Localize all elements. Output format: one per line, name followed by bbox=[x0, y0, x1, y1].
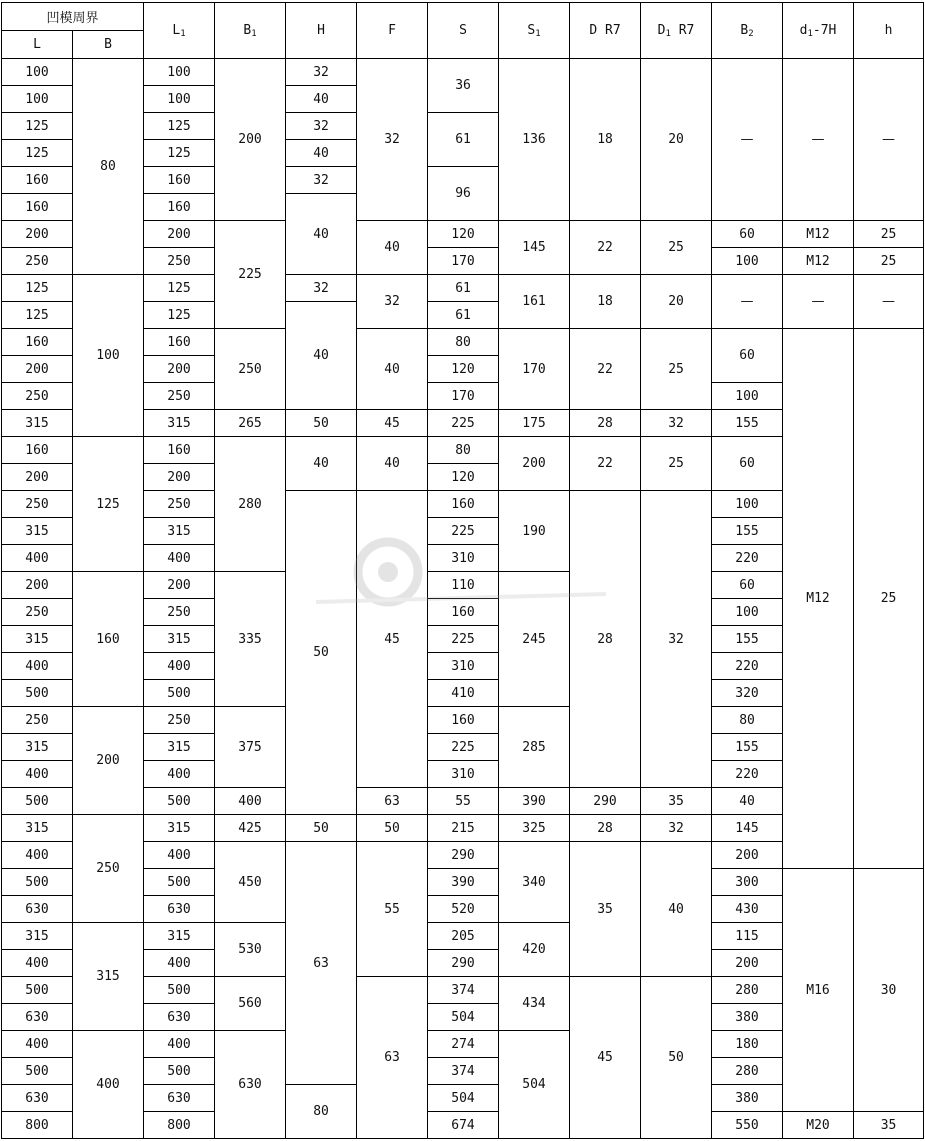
cell-l: 400 bbox=[2, 842, 73, 869]
cell-l: 800 bbox=[2, 1112, 73, 1139]
cell-l1: 200 bbox=[144, 464, 215, 491]
cell-s: 61 bbox=[428, 302, 499, 329]
cell-l1: 100 bbox=[144, 59, 215, 86]
cell-h-small: — bbox=[854, 59, 924, 221]
cell-l1: 630 bbox=[144, 1004, 215, 1031]
cell-l1: 200 bbox=[144, 356, 215, 383]
cell-h-small: 35 bbox=[854, 1112, 924, 1139]
cell-d1-r7: 25 bbox=[641, 329, 712, 410]
cell-s: 290 bbox=[428, 842, 499, 869]
cell-l: 315 bbox=[2, 734, 73, 761]
cell-h: 32 bbox=[286, 59, 357, 86]
cell-h: 80 bbox=[286, 1085, 357, 1139]
cell-d1-r7: 25 bbox=[641, 221, 712, 275]
cell-b: 250 bbox=[73, 815, 144, 923]
cell-h: 40 bbox=[286, 302, 357, 410]
header-d-r7: D R7 bbox=[570, 3, 641, 59]
cell-l1: 125 bbox=[144, 302, 215, 329]
cell-b2: 100 bbox=[712, 599, 783, 626]
cell-s1: 161 bbox=[499, 275, 570, 329]
cell-f: 63 bbox=[357, 977, 428, 1139]
cell-b: 400 bbox=[73, 1031, 144, 1139]
cell-d1-r7: 40 bbox=[712, 788, 783, 815]
header-b1: $B_1$ bbox=[215, 3, 286, 59]
cell-s: 290 bbox=[428, 950, 499, 977]
cell-l: 160 bbox=[2, 329, 73, 356]
cell-h-small: 25 bbox=[854, 248, 924, 275]
cell-d-r7: 28 bbox=[570, 491, 641, 788]
cell-b2: 155 bbox=[712, 626, 783, 653]
cell-h: 50 bbox=[286, 815, 357, 842]
cell-f: 40 bbox=[357, 437, 428, 491]
cell-l1: 160 bbox=[144, 194, 215, 221]
die-set-spec-table bbox=[1, 2, 924, 1139]
cell-f: 32 bbox=[357, 275, 428, 329]
cell-b: 315 bbox=[73, 923, 144, 1031]
cell-b1: 400 bbox=[215, 788, 286, 815]
cell-d1-7h: M12 bbox=[783, 248, 854, 275]
cell-d-r7: 35 bbox=[570, 842, 641, 977]
cell-h: 63 bbox=[286, 842, 357, 1085]
cell-l: 200 bbox=[2, 221, 73, 248]
cell-l: 160 bbox=[2, 167, 73, 194]
cell-h-small: 25 bbox=[854, 221, 924, 248]
cell-f: 55 bbox=[428, 788, 499, 815]
cell-b2: 300 bbox=[712, 869, 783, 896]
cell-h: 50 bbox=[286, 410, 357, 437]
cell-b2: 60 bbox=[712, 221, 783, 248]
header-d1-7h: $d_1-7H$ bbox=[783, 3, 854, 59]
cell-l1: 500 bbox=[144, 1058, 215, 1085]
cell-b: 160 bbox=[73, 572, 144, 707]
header-s1: $S_1$ bbox=[499, 3, 570, 59]
cell-h: 40 bbox=[286, 140, 357, 167]
cell-s: 110 bbox=[428, 572, 499, 599]
cell-b2: 220 bbox=[712, 761, 783, 788]
cell-l: 400 bbox=[2, 653, 73, 680]
cell-l1: 315 bbox=[144, 518, 215, 545]
cell-d1-r7: 32 bbox=[641, 491, 712, 788]
cell-s1: 245 bbox=[499, 572, 570, 707]
cell-l1: 630 bbox=[144, 1085, 215, 1112]
table-row bbox=[2, 275, 924, 302]
cell-s: 170 bbox=[428, 248, 499, 275]
cell-b1: 265 bbox=[215, 410, 286, 437]
cell-s: 225 bbox=[428, 734, 499, 761]
cell-f: 45 bbox=[357, 491, 428, 788]
cell-l1: 200 bbox=[144, 572, 215, 599]
cell-h-small: — bbox=[854, 275, 924, 329]
cell-d1-7h: M20 bbox=[783, 1112, 854, 1139]
cell-s: 61 bbox=[428, 275, 499, 302]
cell-b1: 250 bbox=[215, 329, 286, 410]
cell-b2: 380 bbox=[712, 1004, 783, 1031]
cell-s: 36 bbox=[428, 59, 499, 113]
cell-s: 170 bbox=[428, 383, 499, 410]
cell-b2: 280 bbox=[712, 1058, 783, 1085]
cell-l: 630 bbox=[2, 896, 73, 923]
cell-b1: 560 bbox=[215, 977, 286, 1031]
cell-h: 40 bbox=[286, 86, 357, 113]
cell-l1: 100 bbox=[144, 86, 215, 113]
cell-d1-7h: — bbox=[783, 275, 854, 329]
cell-l1: 400 bbox=[144, 545, 215, 572]
cell-h-small: 30 bbox=[854, 869, 924, 1112]
cell-b1: 375 bbox=[215, 707, 286, 788]
cell-s1: 136 bbox=[499, 59, 570, 221]
cell-h: 32 bbox=[286, 275, 357, 302]
cell-b2: 100 bbox=[712, 248, 783, 275]
cell-b1: 450 bbox=[215, 842, 286, 923]
cell-h: 63 bbox=[357, 788, 428, 815]
cell-f: 50 bbox=[357, 815, 428, 842]
cell-s1: 200 bbox=[499, 437, 570, 491]
cell-d-r7: 18 bbox=[570, 275, 641, 329]
cell-l: 400 bbox=[2, 545, 73, 572]
cell-l: 500 bbox=[2, 1058, 73, 1085]
cell-b: 200 bbox=[73, 707, 144, 815]
cell-l1: 315 bbox=[144, 626, 215, 653]
cell-l1: 200 bbox=[144, 221, 215, 248]
cell-l1: 315 bbox=[144, 923, 215, 950]
cell-l: 200 bbox=[2, 572, 73, 599]
header-b2: $B_2$ bbox=[712, 3, 783, 59]
cell-l: 125 bbox=[2, 275, 73, 302]
cell-d-r7: 22 bbox=[570, 437, 641, 491]
cell-b2: 220 bbox=[712, 545, 783, 572]
cell-l1: 400 bbox=[144, 761, 215, 788]
cell-l1: 160 bbox=[144, 329, 215, 356]
cell-d-r7: 22 bbox=[570, 221, 641, 275]
cell-d1-r7: 20 bbox=[641, 275, 712, 329]
cell-b2: 100 bbox=[712, 491, 783, 518]
cell-b2: 155 bbox=[712, 410, 783, 437]
cell-l: 630 bbox=[2, 1085, 73, 1112]
cell-l1: 500 bbox=[144, 977, 215, 1004]
cell-d1-7h: M12 bbox=[783, 221, 854, 248]
cell-l: 100 bbox=[2, 59, 73, 86]
cell-l: 200 bbox=[2, 356, 73, 383]
cell-l: 100 bbox=[2, 86, 73, 113]
cell-s1: 504 bbox=[499, 1031, 570, 1139]
cell-b1: 630 bbox=[215, 1031, 286, 1139]
cell-s: 80 bbox=[428, 329, 499, 356]
cell-s: 160 bbox=[428, 599, 499, 626]
cell-l: 250 bbox=[2, 707, 73, 734]
cell-b2: 80 bbox=[712, 707, 783, 734]
cell-b2: 145 bbox=[712, 815, 783, 842]
cell-b2: 180 bbox=[712, 1031, 783, 1058]
cell-d1-r7: 32 bbox=[641, 410, 712, 437]
cell-s: 410 bbox=[428, 680, 499, 707]
cell-b1: 425 bbox=[215, 815, 286, 842]
cell-l: 315 bbox=[2, 518, 73, 545]
cell-b2: — bbox=[712, 59, 783, 221]
cell-s: 215 bbox=[428, 815, 499, 842]
cell-d1-7h: M16 bbox=[783, 869, 854, 1112]
header-d1-r7: $D_1$ R7 bbox=[641, 3, 712, 59]
cell-s1: 325 bbox=[499, 815, 570, 842]
table-body bbox=[2, 3, 924, 1139]
cell-d-r7: 28 bbox=[570, 410, 641, 437]
cell-b: 80 bbox=[73, 59, 144, 275]
cell-b2: — bbox=[712, 275, 783, 329]
cell-s1: 190 bbox=[499, 491, 570, 572]
cell-l: 200 bbox=[2, 464, 73, 491]
cell-l: 500 bbox=[2, 869, 73, 896]
cell-s: 520 bbox=[428, 896, 499, 923]
cell-l: 400 bbox=[2, 950, 73, 977]
cell-s: 225 bbox=[428, 410, 499, 437]
cell-s: 374 bbox=[428, 977, 499, 1004]
cell-s: 390 bbox=[499, 788, 570, 815]
cell-f: 40 bbox=[357, 221, 428, 275]
cell-h: 40 bbox=[286, 194, 357, 275]
header-l: L bbox=[2, 31, 73, 59]
cell-s: 674 bbox=[428, 1112, 499, 1139]
cell-d1-7h: — bbox=[783, 59, 854, 221]
cell-s1: 285 bbox=[499, 707, 570, 788]
cell-s: 160 bbox=[428, 491, 499, 518]
header-h-small: h bbox=[854, 3, 924, 59]
header-s: S bbox=[428, 3, 499, 59]
header-b: B bbox=[73, 31, 144, 59]
cell-s: 274 bbox=[428, 1031, 499, 1058]
cell-l1: 250 bbox=[144, 491, 215, 518]
cell-l1: 315 bbox=[144, 734, 215, 761]
cell-l1: 160 bbox=[144, 167, 215, 194]
cell-l1: 400 bbox=[144, 950, 215, 977]
header-die-perimeter: 凹模周界 bbox=[2, 3, 144, 31]
cell-b1: 335 bbox=[215, 572, 286, 707]
cell-f: 55 bbox=[357, 842, 428, 977]
cell-b2: 220 bbox=[712, 653, 783, 680]
cell-l1: 250 bbox=[144, 599, 215, 626]
cell-d1-r7: 25 bbox=[641, 437, 712, 491]
cell-l1: 630 bbox=[144, 896, 215, 923]
cell-l: 315 bbox=[2, 815, 73, 842]
cell-l1: 160 bbox=[144, 437, 215, 464]
cell-h: 50 bbox=[286, 491, 357, 815]
cell-b2: 100 bbox=[712, 383, 783, 410]
cell-b2: 320 bbox=[712, 680, 783, 707]
cell-b: 125 bbox=[73, 437, 144, 572]
cell-b2: 430 bbox=[712, 896, 783, 923]
cell-d-r7: 18 bbox=[570, 59, 641, 221]
cell-s: 225 bbox=[428, 626, 499, 653]
cell-l: 500 bbox=[2, 788, 73, 815]
cell-l: 250 bbox=[2, 491, 73, 518]
cell-b2: 380 bbox=[712, 1085, 783, 1112]
cell-l1: 125 bbox=[144, 113, 215, 140]
cell-l: 250 bbox=[2, 383, 73, 410]
cell-s: 96 bbox=[428, 167, 499, 221]
cell-b1: 200 bbox=[215, 59, 286, 221]
cell-b2: 60 bbox=[712, 437, 783, 491]
cell-l: 160 bbox=[2, 437, 73, 464]
cell-l: 315 bbox=[2, 626, 73, 653]
cell-b2: 60 bbox=[712, 572, 783, 599]
cell-d1-7h: M12 bbox=[783, 329, 854, 869]
cell-b: 100 bbox=[73, 275, 144, 437]
cell-b2: 550 bbox=[712, 1112, 783, 1139]
cell-l1: 500 bbox=[144, 869, 215, 896]
cell-b2: 115 bbox=[712, 923, 783, 950]
cell-b1: 225 bbox=[215, 221, 286, 329]
cell-d1-r7: 50 bbox=[641, 977, 712, 1139]
cell-f: 40 bbox=[357, 329, 428, 410]
cell-l: 250 bbox=[2, 248, 73, 275]
cell-s: 310 bbox=[428, 653, 499, 680]
cell-s: 61 bbox=[428, 113, 499, 167]
cell-s1: 170 bbox=[499, 329, 570, 410]
cell-s1: 340 bbox=[499, 842, 570, 923]
cell-h: 32 bbox=[286, 113, 357, 140]
cell-l1: 400 bbox=[144, 842, 215, 869]
cell-b1: 530 bbox=[215, 923, 286, 977]
cell-b1: 280 bbox=[215, 437, 286, 572]
cell-l: 160 bbox=[2, 194, 73, 221]
cell-l1: 800 bbox=[144, 1112, 215, 1139]
cell-s: 205 bbox=[428, 923, 499, 950]
cell-l1: 315 bbox=[144, 815, 215, 842]
header-f: F bbox=[357, 3, 428, 59]
cell-l1: 400 bbox=[144, 1031, 215, 1058]
cell-s: 120 bbox=[428, 356, 499, 383]
cell-s: 390 bbox=[428, 869, 499, 896]
cell-h: 32 bbox=[286, 167, 357, 194]
cell-l: 400 bbox=[2, 1031, 73, 1058]
cell-s: 225 bbox=[428, 518, 499, 545]
cell-b2: 200 bbox=[712, 950, 783, 977]
cell-b2: 155 bbox=[712, 518, 783, 545]
cell-s1: 434 bbox=[499, 977, 570, 1031]
cell-l1: 400 bbox=[144, 653, 215, 680]
cell-s: 80 bbox=[428, 437, 499, 464]
cell-s: 310 bbox=[428, 545, 499, 572]
header-l1: $L_1$ bbox=[144, 3, 215, 59]
cell-d-r7: 45 bbox=[570, 977, 641, 1139]
cell-l: 630 bbox=[2, 1004, 73, 1031]
header-h: H bbox=[286, 3, 357, 59]
cell-l: 125 bbox=[2, 140, 73, 167]
cell-l1: 315 bbox=[144, 410, 215, 437]
cell-d-r7: 28 bbox=[570, 815, 641, 842]
cell-d-r7: 35 bbox=[641, 788, 712, 815]
cell-l1: 500 bbox=[144, 788, 215, 815]
cell-b2: 60 bbox=[712, 329, 783, 383]
cell-b2: 200 bbox=[712, 842, 783, 869]
cell-l1: 250 bbox=[144, 707, 215, 734]
cell-s1: 175 bbox=[499, 410, 570, 437]
cell-b2: 155 bbox=[712, 734, 783, 761]
cell-d1-r7: 32 bbox=[641, 815, 712, 842]
cell-s1: 290 bbox=[570, 788, 641, 815]
cell-h-small: 25 bbox=[854, 329, 924, 869]
cell-s: 120 bbox=[428, 464, 499, 491]
cell-l: 125 bbox=[2, 113, 73, 140]
cell-s: 120 bbox=[428, 221, 499, 248]
cell-l: 400 bbox=[2, 761, 73, 788]
cell-f: 32 bbox=[357, 59, 428, 221]
cell-l1: 125 bbox=[144, 140, 215, 167]
cell-l: 500 bbox=[2, 680, 73, 707]
cell-l: 250 bbox=[2, 599, 73, 626]
table-row bbox=[2, 59, 924, 86]
cell-d-r7: 22 bbox=[570, 329, 641, 410]
cell-d1-r7: 40 bbox=[641, 842, 712, 977]
cell-l1: 500 bbox=[144, 680, 215, 707]
cell-s: 374 bbox=[428, 1058, 499, 1085]
cell-s: 504 bbox=[428, 1085, 499, 1112]
cell-h: 40 bbox=[286, 437, 357, 491]
cell-l1: 250 bbox=[144, 383, 215, 410]
cell-l1: 125 bbox=[144, 275, 215, 302]
cell-s1: 145 bbox=[499, 221, 570, 275]
cell-d1-r7: 20 bbox=[641, 59, 712, 221]
cell-s: 160 bbox=[428, 707, 499, 734]
cell-l1: 250 bbox=[144, 248, 215, 275]
cell-s1: 420 bbox=[499, 923, 570, 977]
cell-l: 315 bbox=[2, 410, 73, 437]
cell-l: 500 bbox=[2, 977, 73, 1004]
cell-s: 504 bbox=[428, 1004, 499, 1031]
cell-s: 310 bbox=[428, 761, 499, 788]
cell-l: 315 bbox=[2, 923, 73, 950]
cell-b2: 280 bbox=[712, 977, 783, 1004]
cell-l: 125 bbox=[2, 302, 73, 329]
cell-f: 45 bbox=[357, 410, 428, 437]
